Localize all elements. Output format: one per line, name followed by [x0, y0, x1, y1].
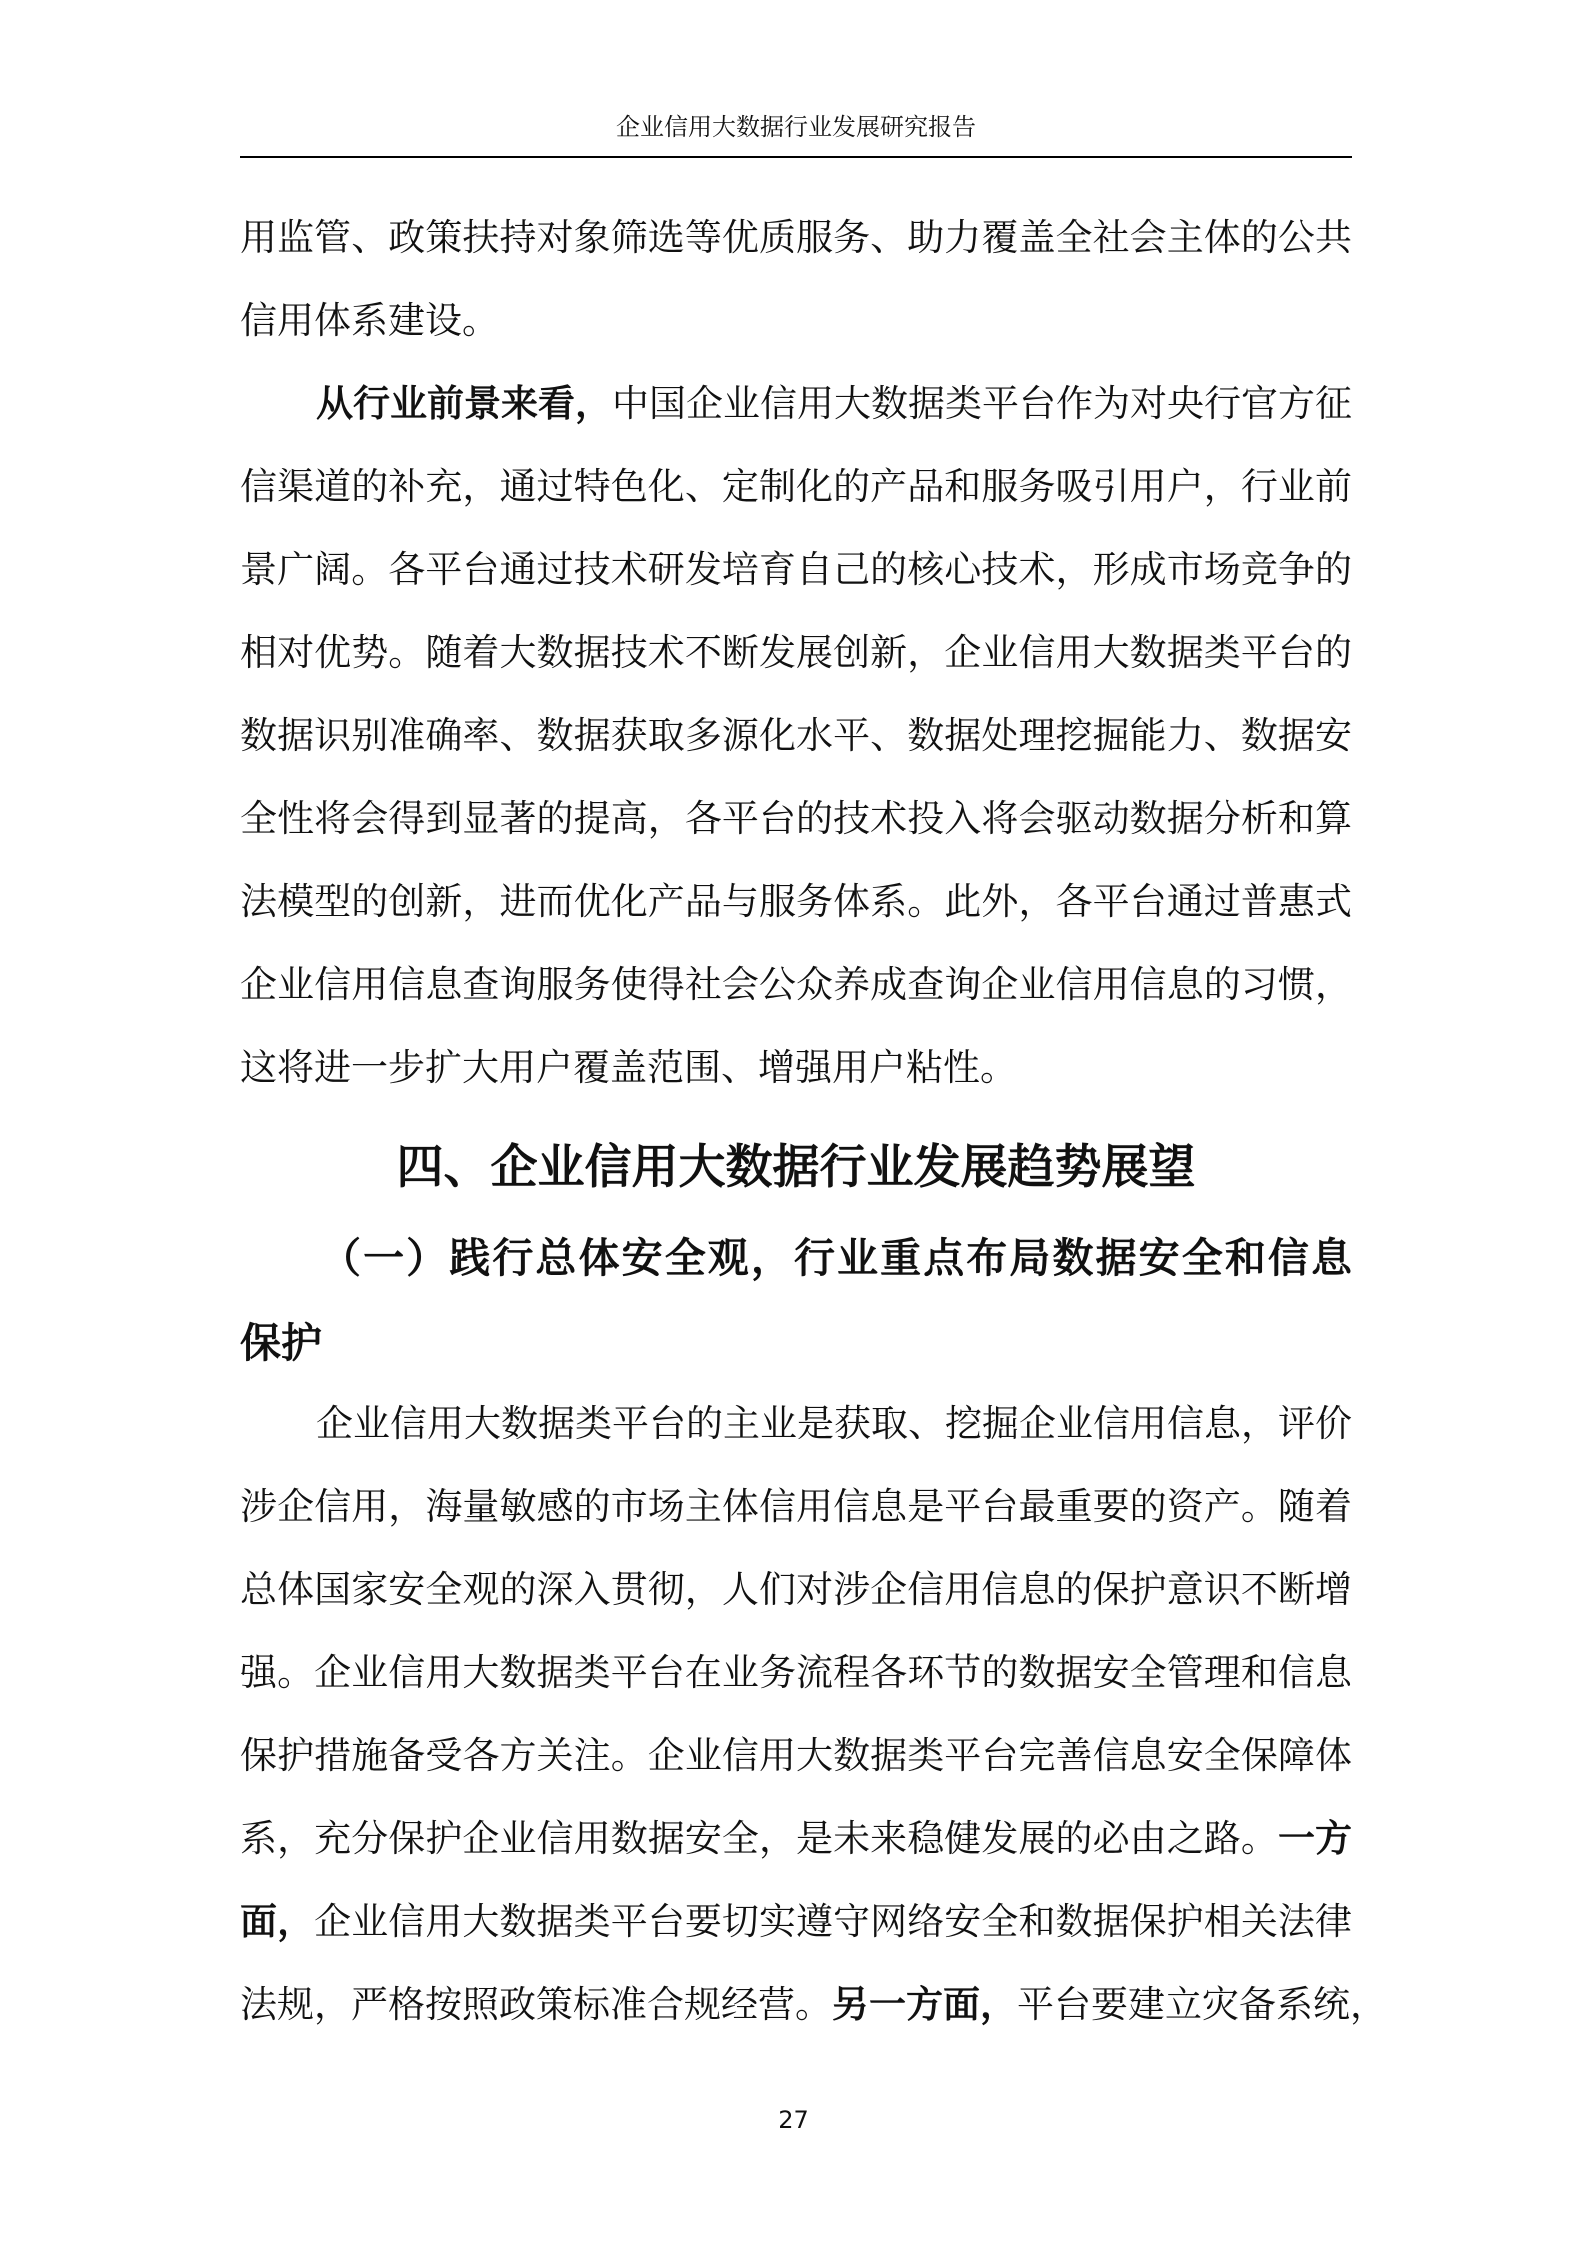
body-line: 信用体系建设。 [240, 299, 499, 342]
page-number: 27 [778, 2106, 809, 2134]
body-line: 保护措施备受各方关注。企业信用大数据类平台完善信息安全保障体 [240, 1734, 1352, 1777]
body-line: 强。企业信用大数据类平台在业务流程各环节的数据安全管理和信息 [240, 1651, 1352, 1694]
bold-lead: 从行业前景来看， [316, 382, 612, 425]
body-line: 企业信用大数据类平台的主业是获取、挖掘企业信用信息，评价 [316, 1402, 1352, 1445]
body-line: 系，充分保护企业信用数据安全，是未来稳健发展的必由之路。一方 [240, 1817, 1353, 1860]
body-line: 法模型的创新，进而优化产品与服务体系。此外，各平台通过普惠式 [240, 880, 1352, 923]
subsection-heading-cont: 保护 [240, 1319, 322, 1367]
body-line: 全性将会得到显著的提高，各平台的技术投入将会驱动数据分析和算 [240, 797, 1352, 840]
bold-phrase: 面， [240, 1900, 315, 1943]
body-line: 面，企业信用大数据类平台要切实遵守网络安全和数据保护相关法律 [240, 1900, 1353, 1943]
header-divider [240, 156, 1352, 158]
body-line: 涉企信用，海量敏感的市场主体信用信息是平台最重要的资产。随着 [240, 1485, 1352, 1528]
body-line: 相对优势。随着大数据技术不断发展创新，企业信用大数据类平台的 [240, 631, 1352, 674]
body-line: 企业信用信息查询服务使得社会公众养成查询企业信用信息的习惯， [240, 963, 1352, 1006]
running-header: 企业信用大数据行业发展研究报告 [616, 113, 976, 141]
body-line: 数据识别准确率、数据获取多源化水平、数据处理挖掘能力、数据安 [240, 714, 1352, 757]
body-line: 用监管、政策扶持对象筛选等优质服务、助力覆盖全社会主体的公共 [240, 216, 1352, 259]
body-line: 法规，严格按照政策标准合规经营。另一方面，平台要建立灾备系统， [240, 1983, 1387, 2026]
body-line: 总体国家安全观的深入贯彻，人们对涉企信用信息的保护意识不断增 [240, 1568, 1352, 1611]
body-line: 景广阔。各平台通过技术研发培育自己的核心技术，形成市场竞争的 [240, 548, 1352, 591]
section-heading: 四、企业信用大数据行业发展趋势展望 [396, 1140, 1196, 1195]
body-line: 这将进一步扩大用户覆盖范围、增强用户粘性。 [240, 1046, 1017, 1089]
bold-phrase: 一方 [1277, 1817, 1353, 1860]
bold-phrase: 另一方面， [832, 1983, 1017, 2026]
body-line: 从行业前景来看，中国企业信用大数据类平台作为对央行官方征 [316, 382, 1352, 425]
subsection-heading: （一）践行总体安全观，行业重点布局数据安全和信息 [320, 1234, 1352, 1282]
body-line: 信渠道的补充，通过特色化、定制化的产品和服务吸引用户，行业前 [240, 465, 1352, 508]
